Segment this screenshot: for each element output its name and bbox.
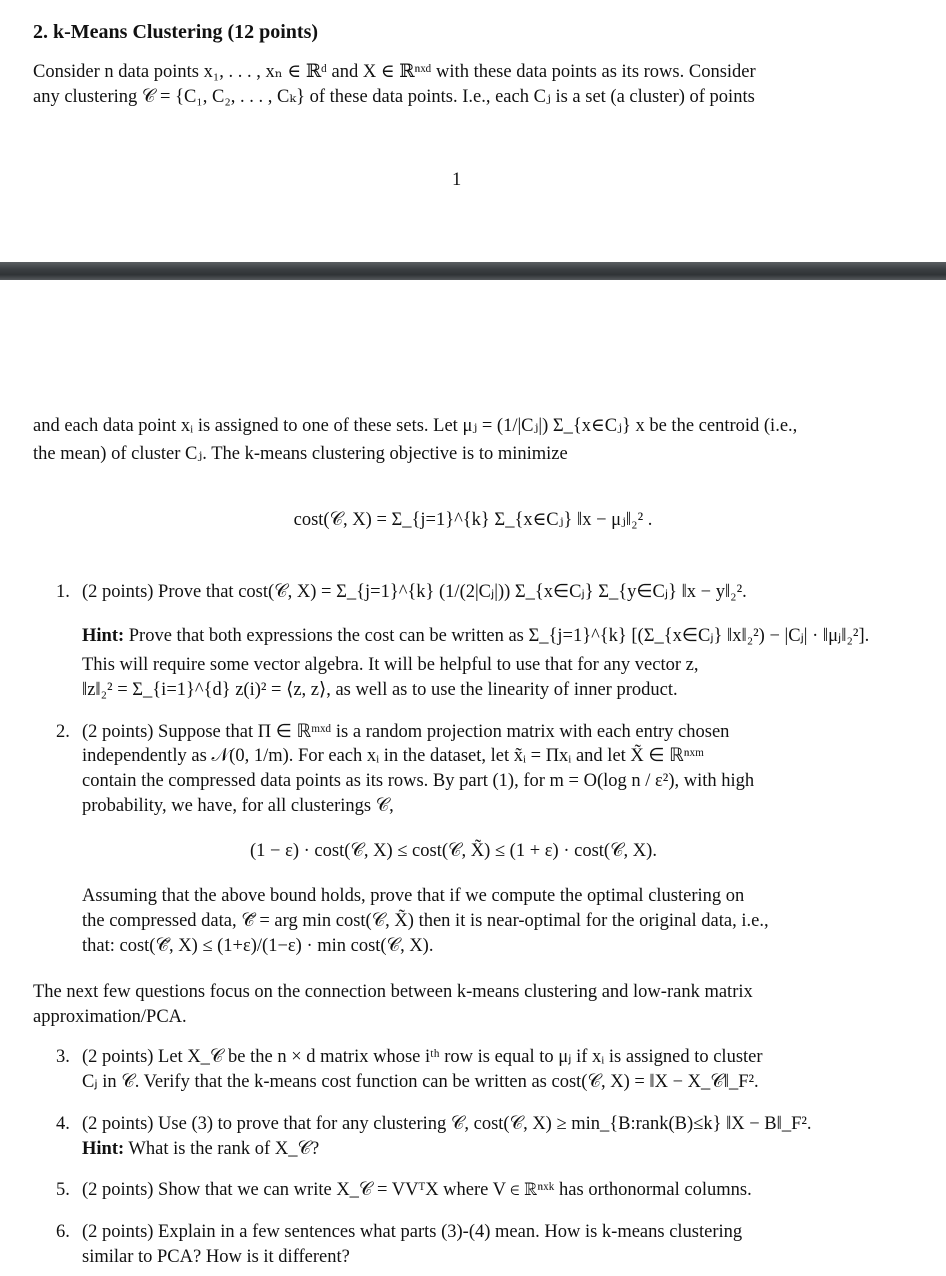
problem-1-hint-line-1 bbox=[82, 624, 890, 649]
hint-label: Hint: bbox=[82, 1139, 125, 1159]
problem-1-hint-line-3: ‖z‖₂² = Σ_{i=1}^{d} z(i)² = ⟨z, z⟩, as well as to use the linearity of inner product. bbox=[82, 680, 678, 700]
problem-5-number: 5. bbox=[56, 1180, 70, 1200]
continuation-line-1: and each data point xᵢ is assigned to one of these sets. Let μⱼ = (1/|Cⱼ|) Σ_{x∈Cⱼ} x be the centroid (i.e., bbox=[33, 416, 798, 436]
problem-1-line-1: (2 points) Prove that cost(𝒞, X) = Σ_{j=1}^{k} (1/(2|Cⱼ|)) Σ_{x∈Cⱼ} Σ_{y∈Cⱼ} ‖x − y‖₂². bbox=[82, 582, 747, 602]
hint-label: Hint: bbox=[82, 626, 125, 646]
problem-2-line-4: probability, we have, for all clusterings 𝒞, bbox=[82, 796, 394, 816]
problem-2-number: 2. bbox=[56, 722, 70, 742]
continuation-line-2: the mean) of cluster Cⱼ. The k-means clustering objective is to minimize bbox=[33, 444, 568, 464]
objective-equation: cost(𝒞, X) = Σ_{j=1}^{k} Σ_{x∈Cⱼ} ‖x − μⱼ‖₂² . bbox=[293, 510, 653, 530]
transition-line-1: The next few questions focus on the connection between k-means clustering and low-rank matrix bbox=[33, 982, 753, 1002]
problem-2-after-line-3: that: cost(𝒞̃, X) ≤ (1+ε)/(1−ε) · min cost(𝒞, X). bbox=[82, 936, 434, 956]
problem-2-line-3: contain the compressed data points as its rows. By part (1), for m = O(log n / ε²), with high bbox=[82, 771, 755, 791]
problem-2-line-1: (2 points) Suppose that Π ∈ ℝᵐˣᵈ is a random projection matrix with each entry chosen bbox=[82, 722, 730, 742]
problem-6-line-1: (2 points) Explain in a few sentences what parts (3)-(4) mean. How is k-means clustering bbox=[82, 1222, 743, 1242]
section-heading: 2. k-Means Clustering (12 points) bbox=[33, 21, 319, 43]
page-number: 1 bbox=[452, 170, 462, 190]
hint-text: What is the rank of X_𝒞? bbox=[124, 1139, 320, 1159]
intro-line-2: any clustering 𝒞 = {C₁, C₂, . . . , Cₖ} of these data points. I.e., each Cⱼ is a set (a cluster) of points bbox=[33, 87, 755, 107]
problem-2-after-line-1: Assuming that the above bound holds, prove that if we compute the optimal clustering on bbox=[82, 886, 745, 906]
problem-5-line-1: (2 points) Show that we can write X_𝒞 = VVᵀX where V ∈ ℝⁿˣᵏ has orthonormal columns. bbox=[82, 1180, 752, 1200]
problem-6-number: 6. bbox=[56, 1222, 70, 1242]
problem-3-number: 3. bbox=[56, 1047, 70, 1067]
problem-3-line-1: (2 points) Let X_𝒞 be the n × d matrix whose iᵗʰ row is equal to μⱼ if xᵢ is assigned to cluster bbox=[82, 1047, 763, 1067]
problem-4-line-1: (2 points) Use (3) to prove that for any clustering 𝒞, cost(𝒞, X) ≥ min_{B:rank(B)≤k} ‖X − B‖_F². bbox=[82, 1114, 812, 1134]
problem-6-line-2: similar to PCA? How is it different? bbox=[82, 1247, 350, 1267]
page-bottom bbox=[0, 280, 946, 1276]
problem-3-line-2: Cⱼ in 𝒞. Verify that the k-means cost function can be written as cost(𝒞, X) = ‖X − X_𝒞‖_F². bbox=[82, 1072, 759, 1092]
problem-4-number: 4. bbox=[56, 1114, 70, 1134]
problem-4-hint bbox=[82, 1137, 890, 1162]
problem-1-number: 1. bbox=[56, 582, 70, 602]
page-break-divider bbox=[0, 262, 946, 280]
hint-text: Prove that both expressions the cost can be written as Σ_{j=1}^{k} [(Σ_{x∈Cⱼ} ‖x‖₂²) − |Cⱼ| · ‖μⱼ‖₂²]. bbox=[124, 626, 870, 646]
problem-2-line-2: independently as 𝒩(0, 1/m). For each xᵢ in the dataset, let x̃ᵢ = Πxᵢ and let X̃ ∈ ℝⁿˣᵐ bbox=[82, 746, 705, 766]
transition-line-2: approximation/PCA. bbox=[33, 1007, 187, 1027]
problem-2-equation: (1 − ε) · cost(𝒞, X) ≤ cost(𝒞, X̃) ≤ (1 + ε) · cost(𝒞, X). bbox=[250, 841, 657, 861]
intro-line-1: Consider n data points x₁, . . . , xₙ ∈ ℝᵈ and X ∈ ℝⁿˣᵈ with these data points as its rows. Consider bbox=[33, 62, 756, 82]
problem-2-after-line-2: the compressed data, 𝒞̃ = arg min cost(𝒞, X̃) then it is near-optimal for the original data, i.e., bbox=[82, 911, 769, 931]
page-top bbox=[0, 0, 946, 262]
problem-1-hint-line-2: This will require some vector algebra. It will be helpful to use that for any vector z, bbox=[82, 655, 699, 675]
